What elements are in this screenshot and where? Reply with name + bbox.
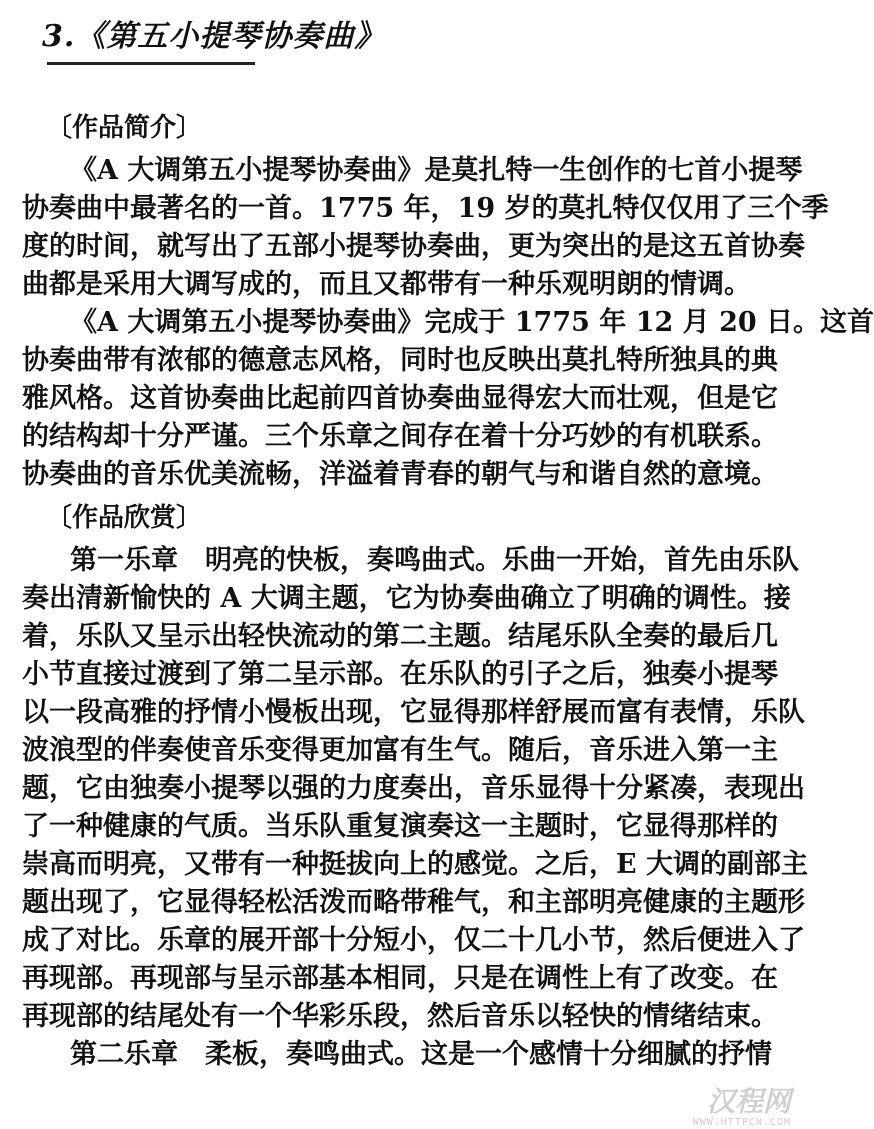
text-line: 小节直接过渡到了第二呈示部。在乐队的引子之后，独奏小提琴 bbox=[22, 659, 778, 690]
text-line: 着，乐队又呈示出轻快流动的第二主题。结尾乐队全奏的最后几 bbox=[22, 621, 778, 652]
text-line: 雅风格。这首协奏曲比起前四首协奏曲显得宏大而壮观，但是它 bbox=[22, 383, 778, 414]
watermark-logo: 汉程网 bbox=[706, 1085, 791, 1118]
text-line: 《A 大调第五小提琴协奏曲》是莫扎特一生创作的七首小提琴 bbox=[70, 155, 803, 186]
text-line: 奏出清新愉快的 A 大调主题，它为协奏曲确立了明确的调性。接 bbox=[22, 583, 791, 614]
watermark bbox=[693, 1087, 791, 1129]
appreciation-body bbox=[22, 542, 808, 1074]
text-line: 再现部的结尾处有一个华彩乐段，然后音乐以轻快的情绪结束。 bbox=[22, 1001, 778, 1032]
text-line: 了一种健康的气质。当乐队重复演奏这一主题时，它显得那样的 bbox=[22, 811, 778, 842]
heading-appreciation: 〔作品欣赏〕 bbox=[46, 503, 203, 533]
text-line: 再现部。再现部与呈示部基本相同，只是在调性上有了改变。在 bbox=[22, 963, 778, 994]
paragraph bbox=[22, 152, 829, 304]
text-line: 第二乐章 柔板，奏鸣曲式。这是一个感情十分细腻的抒情 bbox=[70, 1039, 772, 1070]
text-line: 波浪型的伴奏使音乐变得更加富有生气。随后，音乐进入第一主 bbox=[22, 735, 778, 766]
text-line: 题出现了，它显得轻松活泼而略带稚气，和主部明亮健康的主题形 bbox=[22, 887, 805, 918]
paragraph bbox=[22, 304, 874, 494]
text-line: 协奏曲中最著名的一首。1775 年，19 岁的莫扎特仅仅用了三个季 bbox=[22, 193, 829, 224]
title-underline bbox=[47, 62, 255, 65]
heading-introduction: 〔作品简介〕 bbox=[46, 113, 203, 143]
paragraph bbox=[22, 1036, 770, 1074]
watermark-url: WWW.HTTPCN.COM bbox=[692, 1117, 791, 1128]
text-line: 崇高而明亮，又带有一种挺拔向上的感觉。之后，E 大调的副部主 bbox=[22, 849, 808, 880]
text-line: 协奏曲的音乐优美流畅，洋溢着青春的朝气与和谐自然的意境。 bbox=[22, 459, 778, 490]
paragraph bbox=[22, 542, 808, 1036]
text-line: 第一乐章 明亮的快板，奏鸣曲式。乐曲一开始，首先由乐队 bbox=[70, 545, 799, 576]
text-line: 题，它由独奏小提琴以强的力度奏出，音乐显得十分紧凑，表现出 bbox=[22, 773, 805, 804]
text-line: 成了对比。乐章的展开部十分短小，仅二十几小节，然后便进入了 bbox=[22, 925, 805, 956]
text-line: 以一段高雅的抒情小慢板出现，它显得那样舒展而富有表情，乐队 bbox=[22, 697, 805, 728]
introduction-body bbox=[22, 152, 874, 494]
text-line: 的结构却十分严谨。三个乐章之间存在着十分巧妙的有机联系。 bbox=[22, 421, 778, 452]
section-title: 3.《第五小提琴协奏曲》 bbox=[42, 19, 386, 54]
text-line: 度的时间，就写出了五部小提琴协奏曲，更为突出的是这五首协奏 bbox=[22, 231, 805, 262]
text-line: 《A 大调第五小提琴协奏曲》完成于 1775 年 12 月 20 日。这首 bbox=[70, 307, 874, 338]
text-line: 曲都是采用大调写成的，而且又都带有一种乐观明朗的情调。 bbox=[22, 269, 751, 300]
text-line: 协奏曲带有浓郁的德意志风格，同时也反映出莫扎特所独具的典 bbox=[22, 345, 778, 376]
